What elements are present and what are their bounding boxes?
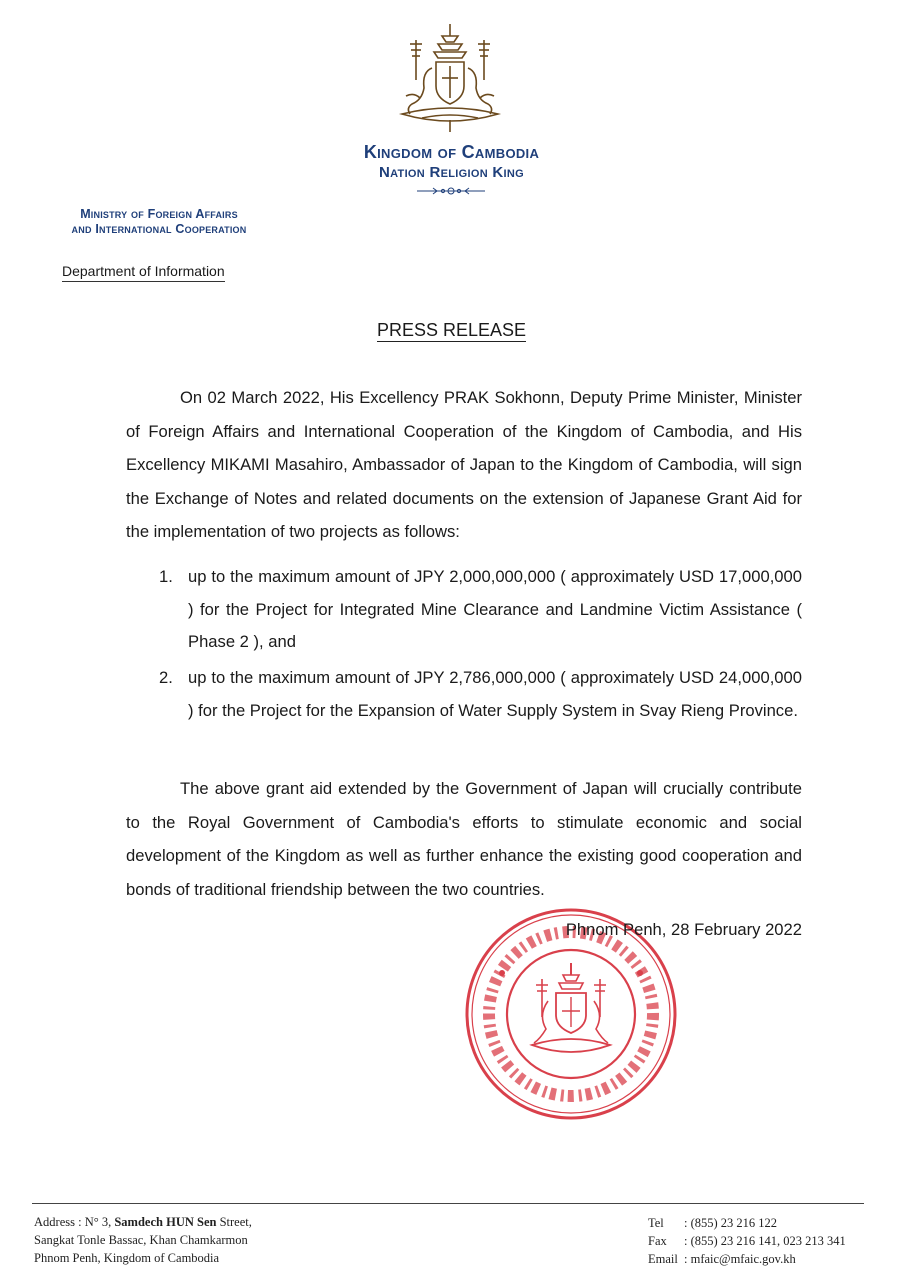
paragraph-2-text: The above grant aid extended by the Government of Japan will crucially contribute to the Royal Government of Cambodia's efforts to stimulate economic and social development of the Kingdom as well as further enhance the existing good cooperation and bonds of traditional friendship between the two countries. <box>126 779 802 899</box>
address-street-name: Samdech HUN Sen <box>114 1215 217 1229</box>
fax-row <box>648 1232 888 1250</box>
department-name: Department of Information <box>62 263 225 282</box>
email-label: Email <box>648 1252 678 1266</box>
email-row <box>648 1250 888 1268</box>
ministry-name-line1: Ministry of Foreign Affairs <box>80 207 238 221</box>
paragraph-1-text: On 02 March 2022, His Excellency PRAK Sokhonn, Deputy Prime Minister, Minister of Foreign Affairs and International Cooperation of the Kingdom of Cambodia, and His Excellency MIKAMI Masahiro, Ambassador of Japan to the Kingdom of Cambodia, will sign the Exchange of Notes and related documents on the extension of Japanese Grant Aid for the implementation of two projects as follows: <box>126 388 802 542</box>
address-number: N° 3, <box>84 1215 112 1229</box>
footer-address <box>34 1213 334 1267</box>
address-line-1 <box>34 1213 334 1231</box>
list-item-number: 1. <box>159 567 173 586</box>
body-paragraph-2 <box>126 772 802 906</box>
address-street-suffix: Street, <box>219 1215 252 1229</box>
fax-label: Fax <box>648 1234 667 1248</box>
fax-value: : (855) 23 216 141, 023 213 341 <box>684 1234 846 1248</box>
footer-contact <box>648 1214 888 1268</box>
list-item <box>159 662 802 762</box>
page-title <box>0 320 903 341</box>
list-item-text: up to the maximum amount of JPY 2,786,000,000 ( approximately USD 24,000,000 ) for the Project for the Expansion of Water Supply System in Svay Rieng Province. <box>188 668 802 720</box>
footer-divider <box>32 1203 864 1204</box>
list-item-text: up to the maximum amount of JPY 2,000,000,000 ( approximately USD 17,000,000 ) for the Project for Integrated Mine Clearance and Landmine Victim Assistance ( Phase 2 ), and <box>188 567 802 651</box>
address-line-2: Sangkat Tonle Bassac, Khan Chamkarmon <box>34 1233 248 1247</box>
address-line-3: Phnom Penh, Kingdom of Cambodia <box>34 1251 220 1265</box>
national-motto: Nation Religion King <box>378 164 525 181</box>
ministry-name-line2: and International Cooperation <box>71 222 247 236</box>
tel-label: Tel <box>648 1216 664 1230</box>
body-paragraph-1 <box>126 381 802 549</box>
royal-coat-of-arms-icon <box>392 22 508 134</box>
kingdom-title: Kingdom of Cambodia <box>363 142 540 162</box>
press-release-heading: PRESS RELEASE <box>376 320 527 340</box>
address-label: Address : <box>34 1215 82 1229</box>
tel-row <box>648 1214 888 1232</box>
tel-value: : (855) 23 216 122 <box>684 1216 778 1230</box>
email-value[interactable]: : mfaic@mfaic.gov.kh <box>684 1252 796 1266</box>
place-and-date: Phnom Penh, 28 February 2022 <box>565 920 802 939</box>
list-item-number: 2. <box>159 668 173 687</box>
ornament-divider-icon <box>415 186 487 196</box>
list-item <box>159 561 802 661</box>
